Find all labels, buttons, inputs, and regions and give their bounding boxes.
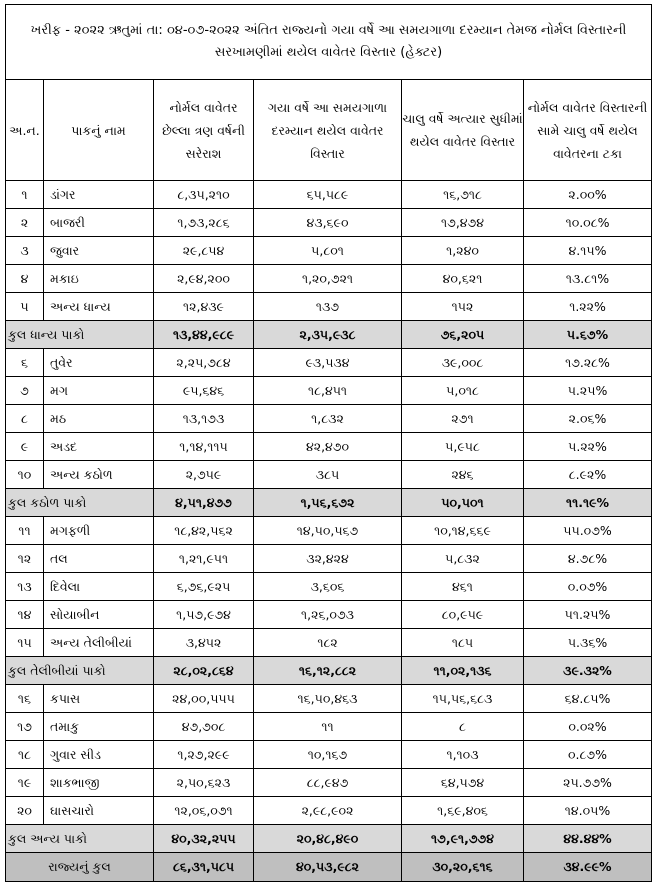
row-serial: ૯ (6, 433, 44, 461)
row-crop-name: ડાંગર (44, 181, 154, 209)
row-current-area: ૮ (402, 713, 524, 741)
row-crop-name: ગુવાર સીડ (44, 741, 154, 769)
row-serial: ૨૦ (6, 797, 44, 825)
row-percent: ૫૫.૦૭% (524, 517, 652, 545)
row-last-year-area: ૧,૮૩૨ (254, 405, 402, 433)
row-serial: ૮ (6, 405, 44, 433)
row-normal-area: ૨૮,૦૨,૮૬૪ (154, 657, 254, 685)
row-percent: ૧૧.૧૯% (524, 489, 652, 517)
row-percent: ૪.૧૫% (524, 237, 652, 265)
row-normal-area: ૧,૧૪,૧૧૫ (154, 433, 254, 461)
row-last-year-area: ૧૬,૫૦,૪૬૩ (254, 685, 402, 713)
row-normal-area: ૨,૯૪,૨૦૦ (154, 265, 254, 293)
table-row (6, 573, 652, 601)
row-normal-area: ૧૩,૪૪,૯૮૯ (154, 321, 254, 349)
row-last-year-area: ૫,૮૦૧ (254, 237, 402, 265)
row-normal-area: ૧૮,૪૨,૫૬૨ (154, 517, 254, 545)
row-normal-area: ૨,૨૫,૭૮૪ (154, 349, 254, 377)
table-row (6, 769, 652, 797)
row-normal-area: ૨,૭૫૯ (154, 461, 254, 489)
header-last-year: ગયા વર્ષે આ સમયગાળા દરમ્યાન થયેલ વાવેતર વિસ્તાર (254, 80, 402, 181)
row-current-area: ૧૦,૧૪,૬૬૯ (402, 517, 524, 545)
row-current-area: ૧૮૫ (402, 629, 524, 657)
row-crop-name: મગફળી (44, 517, 154, 545)
subtotal-label: કુલ ધાન્ય પાકો (6, 321, 154, 349)
row-serial: ૧૮ (6, 741, 44, 769)
row-current-area: ૫,૦૧૮ (402, 377, 524, 405)
row-serial: ૧૦ (6, 461, 44, 489)
row-serial: ૧૫ (6, 629, 44, 657)
row-last-year-area: ૪૨,૪૭૦ (254, 433, 402, 461)
header-normal: નોર્મલ વાવેતર છેલ્લા ત્રણ વર્ષની સરેરાશ (154, 80, 254, 181)
row-normal-area: ૧૨,૪૩૯ (154, 293, 254, 321)
row-percent: ૫.૨૨% (524, 433, 652, 461)
row-last-year-area: ૧,૨૬,૦૭૩ (254, 601, 402, 629)
row-current-area: ૨૪૬ (402, 461, 524, 489)
table-row (6, 797, 652, 825)
row-percent: ૧૦.૦૮% (524, 209, 652, 237)
row-normal-area: ૪૭,૭૦૮ (154, 713, 254, 741)
row-last-year-area: ૯૩,૫૩૪ (254, 349, 402, 377)
row-serial: ૧૭ (6, 713, 44, 741)
row-serial: ૧૨ (6, 545, 44, 573)
row-last-year-area: ૧૮,૪૫૧ (254, 377, 402, 405)
row-percent: ૧.૨૨% (524, 293, 652, 321)
row-normal-area: ૧૩,૧૭૩ (154, 405, 254, 433)
table-body (6, 181, 652, 853)
row-serial: ૧૩ (6, 573, 44, 601)
row-last-year-area: ૨,૯૮,૯૦૨ (254, 797, 402, 825)
row-serial: ૬ (6, 349, 44, 377)
table-row (6, 293, 652, 321)
row-percent: ૩૯.૩૨% (524, 657, 652, 685)
row-serial: ૨ (6, 209, 44, 237)
row-current-area: ૧૭,૯૧,૭૭૪ (402, 825, 524, 853)
row-current-area: ૫,૯૫૮ (402, 433, 524, 461)
row-crop-name: અન્ય કઠોળ (44, 461, 154, 489)
subtotal-row (6, 657, 652, 685)
row-last-year-area: ૧૦,૧૬૭ (254, 741, 402, 769)
row-serial: ૭ (6, 377, 44, 405)
row-normal-area: ૮,૩૫,૨૧૦ (154, 181, 254, 209)
row-crop-name: દિવેલા (44, 573, 154, 601)
row-last-year-area: ૧,૫૬,૬૭૨ (254, 489, 402, 517)
row-crop-name: જુવાર (44, 237, 154, 265)
row-serial: ૧૯ (6, 769, 44, 797)
sowing-area-table (5, 4, 652, 882)
row-percent: ૨.૦૬% (524, 405, 652, 433)
table-row (6, 713, 652, 741)
row-percent: ૦.૮૭% (524, 741, 652, 769)
row-last-year-area: ૩,૬૦૬ (254, 573, 402, 601)
row-crop-name: સોયાબીન (44, 601, 154, 629)
row-percent: ૪૪.૪૪% (524, 825, 652, 853)
grand-total-row (6, 853, 652, 882)
row-percent: ૫.૬૭% (524, 321, 652, 349)
row-serial: ૧૬ (6, 685, 44, 713)
table-row (6, 237, 652, 265)
table-row (6, 461, 652, 489)
row-normal-area: ૧,૨૧,૯૫૧ (154, 545, 254, 573)
row-normal-area: ૨,૫૦,૬૨૩ (154, 769, 254, 797)
table-title: ખરીફ - ૨૦૨૨ ઋતુમાં તા: ૦૪-૦૭-૨૦૨૨ અંતિત રાજ્યનો ગયા વર્ષે આ સમયગાળા દરમ્યાન તેમજ નોર્મલ વિસ્તારની સરખામણીમાં થયેલ વાવેતર વિસ્તાર (હેક્ટર) (6, 5, 652, 80)
table-row (6, 405, 652, 433)
grand-total-current: ૩૦,૨૦,૬૧૬ (402, 853, 524, 882)
row-serial: ૧૪ (6, 601, 44, 629)
row-normal-area: ૬,૭૬,૯૨૫ (154, 573, 254, 601)
row-last-year-area: ૧૮૨ (254, 629, 402, 657)
row-current-area: ૫,૮૩૨ (402, 545, 524, 573)
row-percent: ૬૪.૮૫% (524, 685, 652, 713)
header-sr: અ.ન. (6, 80, 44, 181)
row-normal-area: ૧૨,૦૬,૦૭૧ (154, 797, 254, 825)
row-crop-name: કપાસ (44, 685, 154, 713)
row-serial: ૧ (6, 181, 44, 209)
row-serial: ૪ (6, 265, 44, 293)
row-crop-name: મગ (44, 377, 154, 405)
header-crop: પાકનું નામ (44, 80, 154, 181)
row-percent: ૦.૦૭% (524, 573, 652, 601)
subtotal-row (6, 825, 652, 853)
row-current-area: ૧,૬૯,૪૦૬ (402, 797, 524, 825)
row-normal-area: ૧,૭૩,૨૮૬ (154, 209, 254, 237)
row-serial: ૫ (6, 293, 44, 321)
grand-total-normal: ૮૬,૩૧,૫૮૫ (154, 853, 254, 882)
row-current-area: ૧૫,૫૬,૬૮૩ (402, 685, 524, 713)
row-last-year-area: ૧૪,૫૦,૫૬૭ (254, 517, 402, 545)
row-last-year-area: ૩૨,૪૨૪ (254, 545, 402, 573)
row-normal-area: ૧,૨૭,૨૯૯ (154, 741, 254, 769)
row-last-year-area: ૨,૩૫,૯૩૮ (254, 321, 402, 349)
row-normal-area: ૪,૫૧,૪૭૭ (154, 489, 254, 517)
grand-total-last-year: ૪૦,૫૩,૯૮૨ (254, 853, 402, 882)
row-serial: ૧૧ (6, 517, 44, 545)
row-percent: ૧૩.૮૧% (524, 265, 652, 293)
row-percent: ૮.૯૨% (524, 461, 652, 489)
row-percent: ૦.૦૨% (524, 713, 652, 741)
row-current-area: ૨૭૧ (402, 405, 524, 433)
grand-total-percent: ૩૪.૯૯% (524, 853, 652, 882)
row-last-year-area: ૮૮,૯૪૭ (254, 769, 402, 797)
row-current-area: ૮૦,૯૫૯ (402, 601, 524, 629)
row-last-year-area: ૪૩,૬૯૦ (254, 209, 402, 237)
header-current: ચાલુ વર્ષે અત્યાર સુધીમાં થયેલ વાવેતર વિસ્તાર (402, 80, 524, 181)
table-row (6, 741, 652, 769)
row-crop-name: મકાઇ (44, 265, 154, 293)
row-normal-area: ૨૯,૮૫૪ (154, 237, 254, 265)
row-percent: ૫.૨૫% (524, 377, 652, 405)
table-row (6, 685, 652, 713)
table-row (6, 181, 652, 209)
subtotal-row (6, 321, 652, 349)
row-normal-area: ૩,૪૫૨ (154, 629, 254, 657)
row-crop-name: ઘાસચારો (44, 797, 154, 825)
row-current-area: ૩૯,૦૦૮ (402, 349, 524, 377)
row-current-area: ૬૪,૫૭૪ (402, 769, 524, 797)
row-current-area: ૪૬૧ (402, 573, 524, 601)
row-current-area: ૧,૧૦૩ (402, 741, 524, 769)
row-crop-name: મઠ (44, 405, 154, 433)
row-normal-area: ૨૪,૦૦,૫૫૫ (154, 685, 254, 713)
table-row (6, 349, 652, 377)
row-last-year-area: ૨૦,૪૮,૪૯૦ (254, 825, 402, 853)
row-current-area: ૪૦,૬૨૧ (402, 265, 524, 293)
row-crop-name: તુવેર (44, 349, 154, 377)
row-current-area: ૧૧,૦૨,૧૩૬ (402, 657, 524, 685)
table-row (6, 517, 652, 545)
table-row (6, 265, 652, 293)
row-last-year-area: ૧૬,૧૨,૮૮૨ (254, 657, 402, 685)
row-normal-area: ૯૫,૬૪૬ (154, 377, 254, 405)
row-current-area: ૧,૨૪૦ (402, 237, 524, 265)
subtotal-label: કુલ અન્ય પાકો (6, 825, 154, 853)
header-percent: નોર્મલ વાવેતર વિસ્તારની સામે ચાલુ વર્ષે થયેલ વાવેતરના ટકા (524, 80, 652, 181)
row-normal-area: ૧,૫૭,૯૭૪ (154, 601, 254, 629)
row-percent: ૨.૦૦% (524, 181, 652, 209)
table-row (6, 209, 652, 237)
table-row (6, 601, 652, 629)
subtotal-label: કુલ તેલીબીયાં પાકો (6, 657, 154, 685)
grand-total-label: રાજ્યનું કુલ (6, 853, 154, 882)
row-current-area: ૫૦,૫૦૧ (402, 489, 524, 517)
row-serial: ૩ (6, 237, 44, 265)
row-crop-name: અન્ય તેલીબીયાં (44, 629, 154, 657)
subtotal-row (6, 489, 652, 517)
row-percent: ૫.૩૬% (524, 629, 652, 657)
row-crop-name: અન્ય ધાન્ય (44, 293, 154, 321)
row-percent: ૫૧.૨૫% (524, 601, 652, 629)
table-row (6, 545, 652, 573)
subtotal-label: કુલ કઠોળ પાકો (6, 489, 154, 517)
table-row (6, 433, 652, 461)
row-last-year-area: ૧૧ (254, 713, 402, 741)
row-last-year-area: ૩૮૫ (254, 461, 402, 489)
row-current-area: ૧૭,૪૭૪ (402, 209, 524, 237)
row-percent: ૧૭.૨૮% (524, 349, 652, 377)
row-crop-name: બાજરી (44, 209, 154, 237)
row-percent: ૪.૭૮% (524, 545, 652, 573)
row-crop-name: તલ (44, 545, 154, 573)
row-current-area: ૧૬,૭૧૮ (402, 181, 524, 209)
row-current-area: ૧૫૨ (402, 293, 524, 321)
row-percent: ૨૫.૭૭% (524, 769, 652, 797)
row-crop-name: અડદ (44, 433, 154, 461)
row-normal-area: ૪૦,૩૨,૨૫૫ (154, 825, 254, 853)
row-last-year-area: ૧૩૭ (254, 293, 402, 321)
row-last-year-area: ૬૫,૫૮૯ (254, 181, 402, 209)
row-crop-name: શાકભાજી (44, 769, 154, 797)
row-last-year-area: ૧,૨૦,૭૨૧ (254, 265, 402, 293)
table-row (6, 377, 652, 405)
table-row (6, 629, 652, 657)
row-percent: ૧૪.૦૫% (524, 797, 652, 825)
row-crop-name: તમાકુ (44, 713, 154, 741)
row-current-area: ૭૬,૨૦૫ (402, 321, 524, 349)
